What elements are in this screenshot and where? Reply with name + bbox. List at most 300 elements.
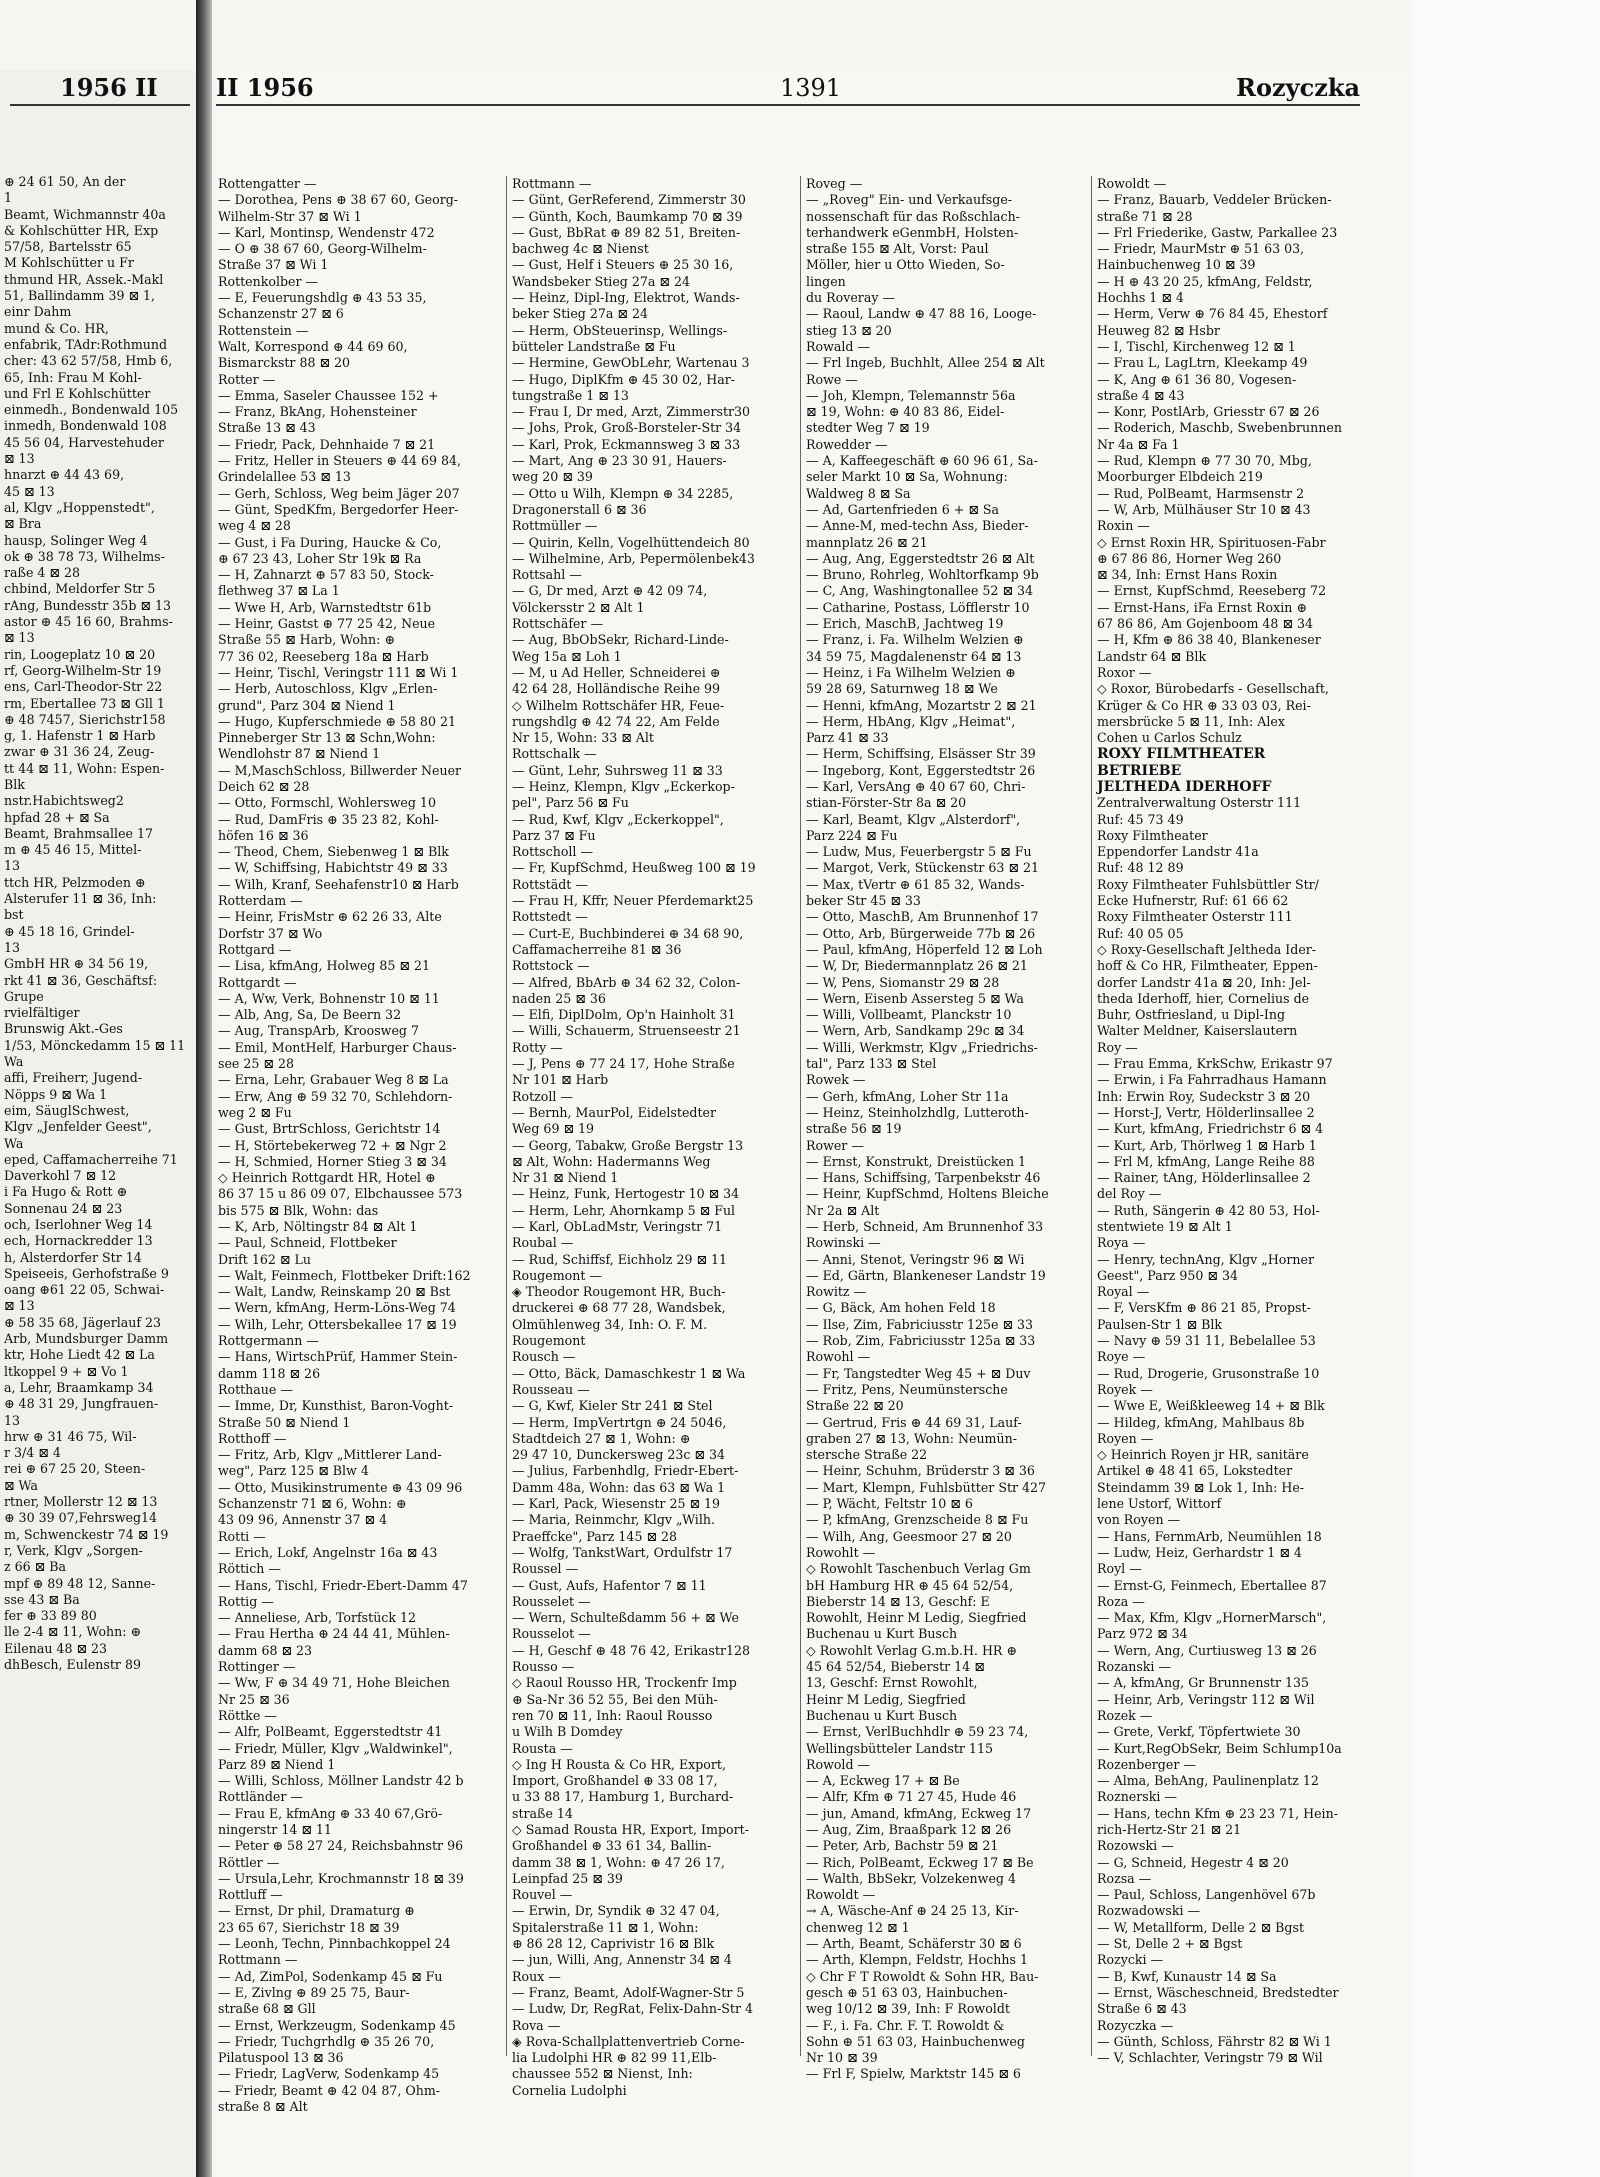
directory-entry-line: del Roy — (1097, 1186, 1162, 1202)
directory-entry-line: graben 27 ⊠ 13, Wohn: Neumün- (806, 1430, 1017, 1446)
directory-entry-line: — Herb, Schneid, Am Brunnenhof 33 (806, 1219, 1044, 1234)
directory-entry-line: Waldweg 8 ⊠ Sa (806, 485, 911, 501)
directory-entry-line: — Herm, Schiffsing, Elsässer Str 39 (806, 746, 1036, 762)
directory-entry-line: Ruf: 48 12 89 (1097, 860, 1184, 876)
directory-entry-line: rei ⊕ 67 25 20, Steen- (4, 1461, 146, 1477)
directory-entry-line: 65, Inh: Frau M Kohl- (4, 369, 142, 385)
directory-entry-line: — Frau Emma, KrkSchw, Erikastr 97 (1097, 1056, 1333, 1072)
directory-entry-line: Rotthaue — (218, 1381, 293, 1397)
directory-entry-line: — Heinr, FrisMstr ⊕ 62 26 33, Alte (218, 909, 442, 925)
directory-entry-line: — Margot, Verk, Stückenstr 63 ⊠ 21 (806, 860, 1039, 876)
directory-entry-line: — Herm, ObSteuerinsp, Wellings- (512, 322, 728, 338)
directory-entry-line: — A, kfmAng, Gr Brunnenstr 135 (1097, 1675, 1310, 1691)
directory-entry-line: — Friedr, Pack, Dehnhaide 7 ⊠ 21 (218, 436, 436, 452)
directory-entry-line: Rottmüller — (512, 518, 598, 534)
directory-column-1 (218, 176, 473, 2115)
right-page-year: II 1956 (216, 73, 314, 102)
directory-entry-line: — Hans, FernmArb, Neumühlen 18 (1097, 1528, 1322, 1544)
directory-entry-line: — Karl, ObLadMstr, Veringstr 71 (512, 1219, 723, 1234)
directory-entry-line: — Günt, GerReferend, Zimmerstr 30 (512, 192, 746, 208)
directory-entry-line: Klgv „Jenfelder Geest", (4, 1119, 152, 1135)
directory-entry-line: Weg 15a ⊠ Loh 1 (512, 648, 622, 664)
directory-entry-line: 13, Geschf: Ernst Rowohlt, (806, 1675, 978, 1691)
directory-entry-line: Buchenau u Kurt Busch (806, 1707, 958, 1723)
directory-entry-line: — Herm, HbAng, Klgv „Heimat", (806, 713, 1016, 729)
directory-entry-line: Straße 6 ⊠ 43 (1097, 2001, 1187, 2017)
directory-entry-line: — Wwe E, Weißkleeweg 14 + ⊠ Blk (1097, 1398, 1325, 1414)
directory-entry-line: — Ingeborg, Kont, Eggerstedtstr 26 (806, 762, 1036, 778)
directory-entry-line: — Franz, Beamt, Adolf-Wagner-Str 5 (512, 1984, 745, 2000)
directory-entry-line: — Ruth, Sängerin ⊕ 42 80 53, Hol- (1097, 1202, 1320, 1218)
directory-entry-line: Wilhelm-Str 37 ⊠ Wi 1 (218, 208, 362, 224)
directory-entry-line: Spitalerstraße 11 ⊠ 1, Wohn: (512, 1919, 699, 1935)
directory-entry-line: — E, Zivlng ⊕ 89 25 75, Baur- (218, 1984, 410, 2000)
directory-entry-line: eped, Caffamacherreihe 71 (4, 1151, 178, 1167)
directory-entry-line: Rottengatter — (218, 176, 317, 191)
directory-entry-line: stentwiete 19 ⊠ Alt 1 (1097, 1219, 1233, 1234)
directory-entry-line: — A, Ww, Verk, Bohnenstr 10 ⊠ 11 (218, 990, 440, 1006)
directory-entry-line: 13 (4, 1412, 21, 1428)
directory-entry-line: 45 64 52/54, Bieberstr 14 ⊠ (806, 1659, 985, 1675)
directory-entry-line: — Frau Hertha ⊕ 24 44 41, Mühlen- (218, 1626, 450, 1642)
directory-entry-line: — Friedr, LagVerw, Sodenkamp 45 (218, 2066, 440, 2082)
directory-entry-line: — Friedr, Beamt ⊕ 42 04 87, Ohm- (218, 2082, 441, 2098)
directory-entry-line: — Frau H, Kffr, Neuer Pferdemarkt25 (512, 893, 754, 909)
directory-entry-line: — Otto, MaschB, Am Brunnenhof 17 (806, 909, 1039, 925)
directory-entry-line: — Franz, i. Fa. Wilhelm Welzien ⊕ (806, 632, 1024, 648)
directory-entry-line: Nr 10 ⊠ 39 (806, 2050, 878, 2066)
directory-entry-line: — W, Metallform, Delle 2 ⊠ Bgst (1097, 1919, 1305, 1935)
directory-entry-line: u 33 88 17, Hamburg 1, Burchard- (512, 1789, 734, 1805)
directory-entry-line: — Paul, Schneid, Flottbeker (218, 1235, 397, 1251)
directory-entry-line: mpf ⊕ 89 48 12, Sanne- (4, 1575, 156, 1591)
directory-entry-line: ⊕ 67 86 86, Horner Weg 260 (1097, 550, 1282, 566)
directory-entry-line: — Gust, BbRat ⊕ 89 82 51, Breiten- (512, 224, 741, 240)
directory-entry-line: 34 59 75, Magdalenenstr 64 ⊠ 13 (806, 648, 1022, 664)
directory-entry-line: Rottenstein — (218, 322, 309, 338)
directory-entry-line: 29 47 10, Dunckersweg 23c ⊠ 34 (512, 1447, 725, 1463)
directory-entry-line: ⊕ 48 7457, Sierichstr158 (4, 711, 166, 727)
directory-entry-line: — Heinr, Arb, Veringstr 112 ⊠ Wil (1097, 1691, 1315, 1707)
directory-entry-line: — P, Wächt, Feltstr 10 ⊠ 6 (806, 1496, 973, 1512)
directory-entry-line: Blk (4, 776, 25, 792)
directory-entry-line: — I, Tischl, Kirchenweg 12 ⊠ 1 (1097, 338, 1296, 354)
directory-entry-line: — F, VersKfm ⊕ 86 21 85, Propst- (1097, 1300, 1311, 1316)
directory-entry-line: — Erich, MaschB, Jachtweg 19 (806, 616, 1004, 632)
directory-entry-line: 45 56 04, Harvestehuder (4, 434, 164, 450)
directory-entry-line: inmedh, Bondenwald 108 (4, 418, 167, 434)
directory-entry-line: Rousselot — (512, 1626, 591, 1642)
directory-entry-line: ◈ Rova-Schallplattenvertrieb Corne- (512, 2033, 745, 2049)
directory-entry-line: pel", Parz 56 ⊠ Fu (512, 795, 629, 811)
directory-entry-line: seler Markt 10 ⊠ Sa, Wohnung: (806, 469, 1008, 485)
directory-entry-line: Olmühlenweg 34, Inh: O. F. M. (512, 1316, 708, 1332)
directory-entry-line: — H ⊕ 43 20 25, kfmAng, Feldstr, (1097, 273, 1313, 289)
directory-entry-line: ⊕ 67 23 43, Loher Str 19k ⊠ Ra (218, 550, 422, 566)
directory-entry-line: — Willi, Vollbeamt, Planckstr 10 (806, 1007, 1012, 1023)
directory-entry-line: — Hans, Tischl, Friedr-Ebert-Damm 47 (218, 1577, 468, 1593)
directory-entry-line: beker Stieg 27a ⊠ 24 (512, 306, 648, 322)
directory-entry-line: Caffamacherreihe 81 ⊠ 36 (512, 941, 682, 957)
directory-entry-line: ⊕ 58 35 68, Jägerlauf 23 (4, 1314, 162, 1330)
directory-entry-line: — Karl, Pack, Wiesenstr 25 ⊠ 19 (512, 1496, 721, 1512)
directory-entry-line: — Rud, Schiffsf, Eichholz 29 ⊠ 11 (512, 1251, 728, 1267)
directory-entry-line: Eilenau 48 ⊠ 23 (4, 1640, 108, 1656)
directory-entry-line: bachweg 4c ⊠ Nienst (512, 241, 649, 257)
directory-entry-line: weg 2 ⊠ Fu (218, 1104, 292, 1120)
directory-entry-line: und Frl E Kohlschütter (4, 385, 151, 401)
directory-entry-line: Rottstock — (512, 958, 590, 974)
directory-entry-line: Beamt, Wichmannstr 40a (4, 206, 166, 222)
directory-entry-line: Rottinger — (218, 1659, 296, 1675)
directory-entry-line: — Ad, ZimPol, Sodenkamp 45 ⊠ Fu (218, 1968, 443, 1984)
directory-entry-line: ◇ Heinrich Rottgardt HR, Hotel ⊕ (218, 1170, 436, 1186)
directory-entry-line: Rozycki — (1097, 1952, 1164, 1968)
directory-entry-line: Roxy Filmtheater Fuhlsbüttler Str/ (1097, 876, 1319, 892)
directory-entry-line: ◇ Roxy-Gesellschaft Jeltheda Ider- (1097, 941, 1317, 957)
directory-entry-line: — Karl, Prok, Eckmannsweg 3 ⊠ 33 (512, 436, 741, 452)
directory-entry-line: ⊠ Bra (4, 516, 42, 532)
directory-entry-line: — W, Schiffsing, Habichtstr 49 ⊠ 33 (218, 860, 448, 876)
directory-entry-line: — Günth, Schloss, Fährstr 82 ⊠ Wi 1 (1097, 2033, 1332, 2049)
directory-entry-line: Rottschalk — (512, 746, 597, 762)
directory-entry-line: ⊕ 30 39 07,Fehrsweg14 (4, 1510, 158, 1526)
directory-entry-line: — O ⊕ 38 67 60, Georg-Wilhelm- (218, 241, 427, 257)
directory-entry-line: Roxy Filmtheater Osterstr 111 (1097, 909, 1293, 925)
directory-entry-line: — K, Arb, Nöltingstr 84 ⊠ Alt 1 (218, 1219, 418, 1234)
directory-entry-line: m, Schwenckestr 74 ⊠ 19 (4, 1526, 169, 1542)
directory-entry-line: ltkoppel 9 + ⊠ Vo 1 (4, 1363, 129, 1379)
directory-entry-line: ⊠ 13 (4, 630, 35, 646)
directory-entry-line: Roveg — (806, 176, 863, 191)
directory-entry-line: Rottig — (218, 1593, 274, 1609)
directory-entry-line: — G, Schneid, Hegestr 4 ⊠ 20 (1097, 1854, 1289, 1870)
directory-entry-line: bis 575 ⊠ Blk, Wohn: das (218, 1202, 379, 1218)
directory-entry-line: Wandsbeker Stieg 27a ⊠ 24 (512, 273, 690, 289)
directory-entry-line: sse 43 ⊠ Ba (4, 1591, 80, 1607)
directory-entry-line: — Ernst, VerlBuchhdlr ⊕ 59 23 74, (806, 1724, 1029, 1740)
directory-entry-line: hnarzt ⊕ 44 43 69, (4, 467, 125, 483)
directory-entry-line: — Karl, Montinsp, Wendenstr 472 (218, 224, 435, 240)
directory-entry-line: Röttich — (218, 1561, 281, 1577)
directory-entry-line: — Kurt, Arb, Thörlweg 1 ⊠ Harb 1 (1097, 1137, 1317, 1153)
directory-entry-line: Straße 50 ⊠ Niend 1 (218, 1414, 351, 1430)
directory-entry-line: naden 25 ⊠ 36 (512, 990, 606, 1006)
directory-entry-line: & Kohlschütter HR, Exp (4, 222, 159, 238)
directory-entry-line: Roussel — (512, 1561, 579, 1577)
directory-entry-line: — Theod, Chem, Siebenweg 1 ⊠ Blk (218, 844, 449, 860)
directory-entry-line: Hainbuchenweg 10 ⊠ 39 (1097, 257, 1256, 273)
directory-entry-line: r, Verk, Klgv „Sorgen- (4, 1542, 143, 1558)
directory-entry-line: — Otto u Wilh, Klempn ⊕ 34 2285, (512, 485, 734, 501)
directory-entry-line: — Frau I, Dr med, Arzt, Zimmerstr30 (512, 404, 751, 420)
directory-entry-line: Parz 37 ⊠ Fu (512, 827, 596, 843)
directory-entry-line: hoff & Co HR, Filmtheater, Eppen- (1097, 958, 1318, 974)
directory-entry-line: Drift 162 ⊠ Lu (218, 1251, 311, 1267)
directory-entry-line: — Frl M, kfmAng, Lange Reihe 88 (1097, 1153, 1315, 1169)
directory-entry-line: Straße 37 ⊠ Wi 1 (218, 257, 329, 273)
directory-entry-line: Rowohlt, Heinr M Ledig, Siegfried (806, 1610, 1027, 1626)
directory-entry-line: rf, Georg-Wilhelm-Str 19 (4, 662, 162, 678)
directory-entry-line: — Catharine, Postass, Löfflerstr 10 (806, 599, 1030, 615)
directory-entry-line: lingen (806, 273, 846, 289)
directory-entry-line: — J, Pens ⊕ 77 24 17, Hohe Straße (512, 1056, 735, 1072)
directory-entry-line: Hochhs 1 ⊠ 4 (1097, 290, 1184, 306)
directory-entry-line: lene Ustorf, Wittorf (1097, 1496, 1222, 1512)
directory-entry-line: — Wwe H, Arb, Warnstedtstr 61b (218, 599, 432, 615)
directory-entry-line: Steindamm 39 ⊠ Lok 1, Inh: He- (1097, 1479, 1305, 1495)
directory-entry-line: ech, Hornackredder 13 (4, 1233, 153, 1249)
directory-entry-line: — Gust, i Fa During, Haucke & Co, (218, 534, 442, 550)
directory-entry-line: Buhr, Ostfriesland, u Dipl-Ing (1097, 1007, 1286, 1023)
directory-entry-line: — Ludw, Heiz, Gerhardstr 1 ⊠ 4 (1097, 1544, 1302, 1560)
directory-entry-line: — Johs, Prok, Groß-Borsteler-Str 34 (512, 420, 742, 436)
directory-entry-line: Rozyczka — (1097, 2017, 1174, 2033)
column-divider (800, 176, 801, 2056)
directory-entry-line: — Gust, Aufs, Hafentor 7 ⊠ 11 (512, 1577, 707, 1593)
directory-entry-line: — Paul, kfmAng, Höperfeld 12 ⊠ Loh (806, 941, 1043, 957)
directory-entry-line: — Ernst, Konstrukt, Dreistücken 1 (806, 1153, 1027, 1169)
directory-entry-line: Rowold — (806, 1756, 871, 1772)
directory-entry-line: — Navy ⊕ 59 31 11, Bebelallee 53 (1097, 1333, 1316, 1349)
directory-entry-line: — Heinz, Funk, Hertogestr 10 ⊠ 34 (512, 1186, 740, 1202)
directory-entry-line: tt 44 ⊠ 11, Wohn: Espen- (4, 760, 165, 776)
directory-entry-line: Rougemont — (512, 1267, 602, 1283)
directory-entry-line: hrw ⊕ 31 46 75, Wil- (4, 1428, 137, 1444)
directory-entry-line: Rottmann — (218, 1952, 298, 1968)
directory-entry-line: M Kohlschütter u Fr (4, 255, 134, 271)
directory-entry-line: — Aug, BbObSekr, Richard-Linde- (512, 632, 729, 648)
directory-entry-line: ◇ Ing H Rousta & Co HR, Export, (512, 1756, 726, 1772)
directory-entry-line: z 66 ⊠ Ba (4, 1559, 66, 1575)
directory-entry-line: straße 14 (512, 1805, 573, 1821)
directory-entry-line: Inh: Erwin Roy, Sudeckstr 3 ⊠ 20 (1097, 1088, 1311, 1104)
directory-entry-line: Roznerski — (1097, 1789, 1178, 1805)
directory-entry-line: Roy — (1097, 1039, 1138, 1055)
directory-entry-line: Schanzenstr 71 ⊠ 6, Wohn: ⊕ (218, 1496, 407, 1512)
directory-entry-line: — Alb, Ang, Sa, De Beern 32 (218, 1007, 402, 1023)
directory-entry-line: Rousta — (512, 1740, 573, 1756)
directory-entry-line: — Grete, Verkf, Töpfertwiete 30 (1097, 1724, 1301, 1740)
directory-entry-line: ◇ Raoul Rousso HR, Trockenfr Imp (512, 1675, 737, 1691)
directory-entry-line: Nr 2a ⊠ Alt (806, 1202, 880, 1218)
directory-entry-line: Rousso — (512, 1659, 575, 1675)
directory-entry-line: — Rud, Klempn ⊕ 77 30 70, Mbg, (1097, 453, 1312, 469)
directory-entry-line: Ruf: 45 73 49 (1097, 811, 1184, 827)
right-margin (1412, 0, 1600, 2177)
directory-entry-line: Dragonerstall 6 ⊠ 36 (512, 501, 647, 517)
directory-entry-line: oang ⊕61 22 05, Schwai- (4, 1282, 165, 1298)
directory-entry-line: — Paul, Schloss, Langenhövel 67b (1097, 1887, 1316, 1903)
directory-entry-line: — Henni, kfmAng, Mozartstr 2 ⊠ 21 (806, 697, 1037, 713)
directory-entry-line: — Raoul, Landw ⊕ 47 88 16, Looge- (806, 306, 1037, 322)
directory-entry-line: straße 8 ⊠ Alt (218, 2099, 308, 2115)
directory-entry-line: Rowedder — (806, 436, 888, 452)
directory-entry-line: Heuweg 82 ⊠ Hsbr (1097, 322, 1220, 338)
directory-entry-line: — Günt, SpedKfm, Bergedorfer Heer- (218, 501, 459, 517)
directory-entry-line: Straße 13 ⊠ 43 (218, 420, 316, 436)
directory-entry-line: — Bernh, MaurPol, Eidelstedter (512, 1104, 717, 1120)
directory-entry-line: fer ⊕ 33 89 80 (4, 1608, 97, 1624)
directory-entry-line: Großhandel ⊕ 33 61 34, Ballin- (512, 1838, 712, 1854)
directory-entry-line: stedter Weg 7 ⊠ 19 (806, 420, 930, 436)
directory-entry-line: — Fr, Tangstedter Weg 45 + ⊠ Duv (806, 1365, 1031, 1381)
directory-entry-line: — W, Dr, Biedermannplatz 26 ⊠ 21 (806, 958, 1028, 974)
directory-entry-line: — Rud, DamFris ⊕ 35 23 82, Kohl- (218, 811, 439, 827)
directory-entry-line: Bieberstr 14 ⊠ 13, Geschf: E (806, 1593, 990, 1609)
directory-entry-line: Rozenberger — (1097, 1756, 1196, 1772)
directory-entry-line: Royl — (1097, 1561, 1142, 1577)
directory-entry-line: Rottluff — (218, 1887, 283, 1903)
directory-entry-line: — Wern, Schulteßdamm 56 + ⊠ We (512, 1610, 739, 1626)
directory-entry-line: ⊕ 24 61 50, An der (4, 174, 126, 189)
directory-entry-line: beker Str 45 ⊠ 33 (806, 893, 921, 909)
directory-entry-line: Völckersstr 2 ⊠ Alt 1 (512, 599, 645, 615)
directory-entry-line: — Arth, Klempn, Feldstr, Hochhs 1 (806, 1952, 1028, 1968)
directory-entry-line: Ruf: 40 05 05 (1097, 925, 1184, 941)
directory-entry-line: Roye — (1097, 1349, 1146, 1365)
directory-entry-line: damm 118 ⊠ 26 (218, 1365, 321, 1381)
directory-entry-line: — Frau L, LagLtrn, Kleekamp 49 (1097, 355, 1308, 371)
directory-entry-line: Nr 25 ⊠ 36 (218, 1691, 290, 1707)
directory-entry-line: — Georg, Tabakw, Große Bergstr 13 (512, 1137, 744, 1153)
directory-entry-line: rkt 41 ⊠ 36, Geschäftsf: (4, 972, 158, 988)
directory-entry-line: — Horst-J, Vertr, Hölderlinsallee 2 (1097, 1104, 1315, 1120)
directory-entry-line: rtner, Mollerstr 12 ⊠ 13 (4, 1494, 158, 1510)
directory-entry-line: — Heinz, i Fa Wilhelm Welzien ⊕ (806, 664, 1016, 680)
directory-entry-line: — Max, Kfm, Klgv „HornerMarsch", (1097, 1610, 1327, 1626)
directory-entry-line: Rousseau — (512, 1381, 590, 1397)
directory-entry-line: — A, Kaffeegeschäft ⊕ 60 96 61, Sa- (806, 453, 1038, 469)
directory-entry-line: h, Alsterdorfer Str 14 (4, 1249, 142, 1265)
directory-entry-line: Walt, Korrespond ⊕ 44 69 60, (218, 338, 408, 354)
directory-entry-line: chenweg 12 ⊠ 1 (806, 1919, 910, 1935)
directory-entry-line: — Heinr, Tischl, Veringstr 111 ⊠ Wi 1 (218, 664, 459, 680)
directory-entry-line: ◇ Rowohlt Taschenbuch Verlag Gm (806, 1561, 1031, 1577)
directory-entry-line: — Henry, technAng, Klgv „Horner (1097, 1251, 1314, 1267)
directory-entry-line: — Wern, Ang, Curtiusweg 13 ⊠ 26 (1097, 1642, 1317, 1658)
directory-entry-line: — Aug, TranspArb, Kroosweg 7 (218, 1023, 419, 1039)
directory-entry-line: — Peter ⊕ 58 27 24, Reichsbahnstr 96 (218, 1838, 464, 1854)
directory-entry-line: mund & Co. HR, (4, 320, 109, 336)
directory-entry-line: — Wern, kfmAng, Herm-Löns-Weg 74 (218, 1300, 456, 1316)
directory-entry-line: 77 36 02, Reeseberg 18a ⊠ Harb (218, 648, 429, 664)
directory-entry-line: Rotzoll — (512, 1088, 573, 1104)
directory-entry-line: — Walt, Landw, Reinskamp 20 ⊠ Bst (218, 1284, 451, 1300)
directory-entry-line: — Peter, Arb, Bachstr 59 ⊠ 21 (806, 1838, 999, 1854)
directory-entry-line: 45 ⊠ 13 (4, 483, 55, 499)
directory-entry-line: Royal — (1097, 1284, 1150, 1300)
directory-entry-line: — Bruno, Rohrleg, Wohltorfkamp 9b (806, 567, 1039, 583)
directory-entry-line: Rowohl — (806, 1349, 871, 1365)
directory-entry-line: — Anni, Stenot, Veringstr 96 ⊠ Wi (806, 1251, 1025, 1267)
directory-entry-line: — Ernst, Dr phil, Dramaturg ⊕ (218, 1903, 415, 1919)
directory-entry-line: Rottsahl — (512, 567, 582, 583)
directory-entry-line: Roya — (1097, 1235, 1146, 1251)
directory-entry-line: — M,MaschSchloss, Billwerder Neuer (218, 762, 462, 778)
directory-entry-line: — Erich, Lokf, Angelnstr 16a ⊠ 43 (218, 1544, 438, 1560)
directory-entry-line: Grupe (4, 988, 44, 1004)
directory-entry-line: ◇ Ernst Roxin HR, Spirituosen-Fabr (1097, 534, 1326, 550)
directory-entry-line: — Curt-E, Buchbinderei ⊕ 34 68 90, (512, 925, 744, 941)
directory-entry-line: Daverkohl 7 ⊠ 12 (4, 1168, 117, 1184)
directory-entry-line: ⊠ Wa (4, 1477, 38, 1493)
directory-entry-line: — Rob, Zim, Fabriciusstr 125a ⊠ 33 (806, 1333, 1036, 1349)
directory-entry-line: a, Lehr, Braamkamp 34 (4, 1379, 154, 1395)
directory-entry-line: — jun, Amand, kfmAng, Eckweg 17 (806, 1805, 1032, 1821)
directory-entry-line: Röttler — (218, 1854, 280, 1870)
directory-entry-line: — Wolfg, TankstWart, Ordulfstr 17 (512, 1544, 733, 1560)
directory-entry-line: 42 64 28, Holländische Reihe 99 (512, 681, 721, 697)
directory-entry-line: stieg 13 ⊠ 20 (806, 322, 892, 338)
directory-entry-line: Eppendorfer Landstr 41a (1097, 844, 1259, 860)
directory-entry-line: Royek — (1097, 1381, 1153, 1397)
directory-entry-line: — Alfr, PolBeamt, Eggerstedtstr 41 (218, 1724, 443, 1740)
directory-entry-line: Weg 69 ⊠ 19 (512, 1121, 595, 1137)
directory-entry-line: g, 1. Hafenstr 1 ⊠ Harb (4, 728, 156, 744)
directory-entry-line: lia Ludolphi HR ⊕ 82 99 11,Elb- (512, 2050, 717, 2066)
directory-entry-line: ◇ Roxor, Bürobedarfs - Gesellschaft, (1097, 681, 1329, 697)
directory-entry-line: — Erwin, Dr, Syndik ⊕ 32 47 04, (512, 1903, 720, 1919)
directory-column-4 (1097, 176, 1352, 2066)
directory-entry-line: — Ww, F ⊕ 34 49 71, Hohe Bleichen (218, 1675, 450, 1691)
directory-entry-line: — Emil, MontHelf, Harburger Chaus- (218, 1039, 457, 1055)
directory-entry-line: — W, Pens, Siomanstr 29 ⊠ 28 (806, 974, 1000, 990)
directory-entry-line: Rousch — (512, 1349, 576, 1365)
directory-entry-line: Rozowski — (1097, 1838, 1174, 1854)
directory-entry-line: Rottländer — (218, 1789, 303, 1805)
directory-entry-line: Rougemont (512, 1333, 586, 1349)
directory-entry-line: JELTHEDA IDERHOFF (1097, 778, 1272, 795)
directory-entry-line: Rottmann — (512, 176, 592, 191)
directory-entry-line: — W, Arb, Mülhäuser Str 10 ⊠ 43 (1097, 501, 1311, 517)
directory-entry-line: gesch ⊕ 51 63 03, Hainbuchen- (806, 1984, 1008, 2000)
directory-entry-line: 59 28 69, Saturnweg 18 ⊠ We (806, 681, 998, 697)
directory-entry-line: ◇ Samad Rousta HR, Export, Import- (512, 1821, 749, 1837)
right-header-rule (216, 104, 1360, 106)
directory-entry-line: theda Iderhoff, hier, Cornelius de (1097, 990, 1310, 1006)
directory-entry-line: dhBesch, Eulenstr 89 (4, 1657, 141, 1673)
directory-entry-line: — B, Kwf, Kunaustr 14 ⊠ Sa (1097, 1968, 1277, 1984)
directory-entry-line: — Ad, Gartenfrieden 6 + ⊠ Sa (806, 501, 1000, 517)
directory-entry-line: GmbH HR ⊕ 34 56 19, (4, 956, 149, 972)
directory-entry-line: — Friedr, Tuchgrhdlg ⊕ 35 26 70, (218, 2033, 435, 2049)
directory-entry-line: Rozsa — (1097, 1870, 1152, 1886)
column-divider (1091, 176, 1092, 2056)
directory-entry-line: — Fritz, Arb, Klgv „Mittlerer Land- (218, 1447, 442, 1463)
directory-entry-line: — H, Zahnarzt ⊕ 57 83 50, Stock- (218, 567, 434, 583)
directory-entry-line: Royen — (1097, 1430, 1154, 1446)
directory-entry-line: du Roveray — (806, 290, 896, 306)
directory-entry-line: — Roderich, Maschb, Swebenbrunnen (1097, 420, 1342, 436)
directory-entry-line: ⊠ 13 (4, 1298, 35, 1314)
directory-entry-line: — Ernst-Hans, iFa Ernst Roxin ⊕ (1097, 599, 1307, 615)
directory-entry-line: Rotterdam — (218, 893, 303, 909)
directory-entry-line: — K, Ang ⊕ 61 36 80, Vogesen- (1097, 371, 1297, 387)
directory-entry-line: Nr 15, Wohn: 33 ⊠ Alt (512, 730, 654, 746)
directory-entry-line: Möller, hier u Otto Wieden, So- (806, 257, 1005, 273)
directory-entry-line: — Alfred, BbArb ⊕ 34 62 32, Colon- (512, 974, 741, 990)
directory-entry-line: Wa (4, 1054, 24, 1070)
directory-entry-line: thmund HR, Assek.-Makl (4, 271, 164, 287)
directory-entry-line: Buchenau u Kurt Busch (806, 1626, 958, 1642)
directory-entry-line: — Rich, PolBeamt, Eckweg 17 ⊠ Be (806, 1854, 1034, 1870)
directory-entry-line: stersche Straße 22 (806, 1447, 928, 1463)
directory-entry-line: — Walth, BbSekr, Volzekenweg 4 (806, 1870, 1016, 1886)
directory-entry-line: Wellingsbütteler Landstr 115 (806, 1740, 993, 1756)
directory-entry-line: raße 4 ⊠ 28 (4, 565, 80, 581)
directory-entry-line: Parz 41 ⊠ 33 (806, 730, 889, 746)
